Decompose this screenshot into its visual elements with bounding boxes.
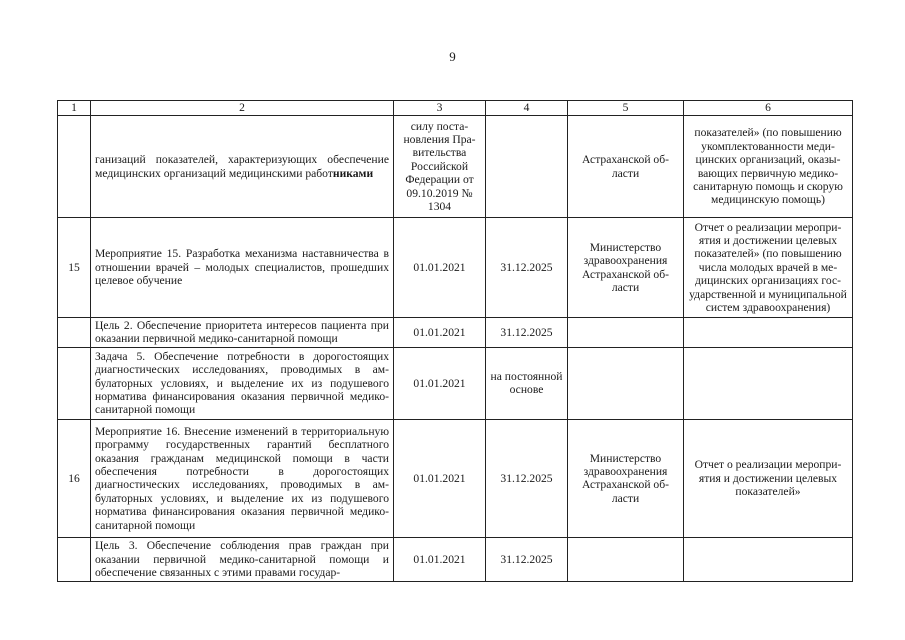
row-number [58, 318, 91, 348]
table-row [58, 218, 853, 318]
row-result: Отчет о реализации мероприятия и достижении целевых показателей» (по повышению числа молодых врачей в медицинских организациях государственной и муниципальной систем здравоохранения) [684, 218, 853, 318]
row-description: Цель 2. Обеспечение приоритета интересов пациента при оказании первичной медико-санитарной помощи [91, 318, 394, 348]
table-row [58, 347, 853, 419]
column-header: 3 [394, 101, 486, 116]
column-header: 1 [58, 101, 91, 116]
row-executor: Министерство здравоохранения Астраханской области [568, 419, 684, 537]
row-number: 16 [58, 419, 91, 537]
row-executor [568, 318, 684, 348]
row-result [684, 347, 853, 419]
row-result [684, 537, 853, 581]
table-row [58, 116, 853, 218]
row-start-date: 01.01.2021 [394, 537, 486, 581]
column-header: 2 [91, 101, 394, 116]
plan-table [57, 100, 853, 582]
row-executor [568, 347, 684, 419]
column-header: 4 [486, 101, 568, 116]
row-result [684, 318, 853, 348]
row-result: Отчет о реализации мероприятия и достижении целевых показателей» [684, 419, 853, 537]
row-start-date: 01.01.2021 [394, 218, 486, 318]
row-end-date: 31.12.2025 [486, 318, 568, 348]
row-end-date: 31.12.2025 [486, 218, 568, 318]
row-start-date: 01.01.2021 [394, 347, 486, 419]
row-start-date: силу постановления Правительства Российской Федерации от 09.10.2019 № 1304 [394, 116, 486, 218]
row-result: показателей» (по повышению укомплектованности медицинских организаций, оказывающих первичную медико-санитарную помощь и скорую медицинскую помощь) [684, 116, 853, 218]
row-description: Задача 5. Обеспечение потребности в дорогостоящих диагностических исследованиях, проводимых в амбулаторных условиях, и выделение их из подушевого норматива финансирования оказания первичной медико-санитарной помощи [91, 347, 394, 419]
row-end-date [486, 116, 568, 218]
row-end-date: 31.12.2025 [486, 537, 568, 581]
row-number [58, 537, 91, 581]
row-start-date: 01.01.2021 [394, 318, 486, 348]
row-description [91, 116, 394, 218]
table-header-row [58, 101, 853, 116]
row-number [58, 116, 91, 218]
table-row [58, 318, 853, 348]
row-executor [568, 537, 684, 581]
row-number [58, 347, 91, 419]
column-header: 6 [684, 101, 853, 116]
row-description-text: ганизаций показателей, характеризующих обеспечение медицинских организаций медицинскими работ [95, 153, 389, 180]
row-start-date: 01.01.2021 [394, 419, 486, 537]
row-executor: Астраханской области [568, 116, 684, 218]
row-description-bold-text: никами [332, 166, 374, 180]
row-description: Мероприятие 15. Разработка механизма наставничества в отношении врачей – молодых специалистов, прошедших целевое обучение [91, 218, 394, 318]
table-row [58, 537, 853, 581]
row-executor: Министерство здравоохранения Астраханской области [568, 218, 684, 318]
row-description: Мероприятие 16. Внесение изменений в территориальную программу государственных гарантий бесплатного оказания гражданам медицинской помощи в части обеспечения потребности в дорогостоящих диагностических исследованиях, проводимых в амбулаторных условиях, и выделение их из подушевого норматива финансирования оказания первичной медико-санитарной помощи [91, 419, 394, 537]
row-number: 15 [58, 218, 91, 318]
page-number: 9 [449, 49, 456, 64]
table-row [58, 419, 853, 537]
row-description: Цель 3. Обеспечение соблюдения прав граждан при оказании первичной медико-санитарной помощи и обеспечение связанных с этими правами государ- [91, 537, 394, 581]
row-end-date: на постоянной основе [486, 347, 568, 419]
row-end-date: 31.12.2025 [486, 419, 568, 537]
column-header: 5 [568, 101, 684, 116]
